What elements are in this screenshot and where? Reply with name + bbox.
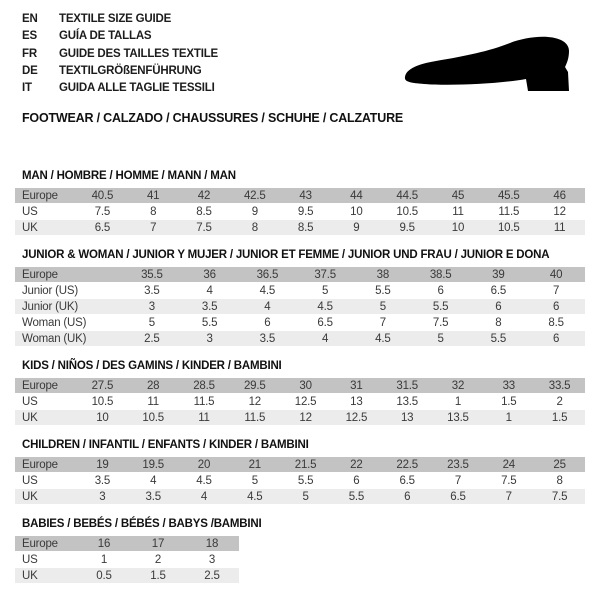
size-cell: 9.5	[280, 204, 331, 220]
row-label-cell: Europe	[15, 536, 77, 552]
row-label-cell: US	[15, 394, 77, 410]
size-cell: 13.5	[382, 394, 433, 410]
size-cell: 28.5	[179, 378, 230, 394]
size-cell: 2.5	[185, 568, 239, 584]
size-cell: 24	[483, 457, 534, 473]
size-cell: 21	[229, 457, 280, 473]
table-section-title: BABIES / BEBÉS / BÉBÉS / BABYS /BAMBINI	[22, 518, 262, 530]
size-cell: 20	[179, 457, 230, 473]
size-cell: 5.5	[280, 473, 331, 489]
size-cell: 40	[527, 267, 585, 283]
size-table	[15, 267, 585, 347]
size-cell: 9.5	[382, 220, 433, 236]
size-cell: 8	[470, 315, 528, 331]
size-cell: 6	[527, 299, 585, 315]
size-cell: 7.5	[534, 489, 585, 505]
size-cell: 43	[280, 188, 331, 204]
size-cell: 4.5	[179, 473, 230, 489]
size-cell: 6	[382, 489, 433, 505]
size-cell: 12	[280, 410, 331, 426]
size-cell: 25	[534, 457, 585, 473]
size-cell: 6.5	[382, 473, 433, 489]
size-cell: 18	[185, 536, 239, 552]
size-cell: 7	[483, 489, 534, 505]
size-cell: 3.5	[77, 473, 128, 489]
table-section-kids	[15, 360, 585, 426]
size-cell: 6	[412, 283, 470, 299]
size-cell: 2.5	[123, 331, 181, 347]
language-code: EN	[22, 13, 38, 25]
size-cell: 13	[331, 394, 382, 410]
table-section-title: CHILDREN / INFANTIL / ENFANTS / KINDER / BAMBINI	[22, 439, 309, 451]
size-cell: 10	[77, 410, 128, 426]
size-cell: 38.5	[412, 267, 470, 283]
row-label-cell: UK	[15, 489, 77, 505]
size-cell: 13.5	[433, 410, 484, 426]
size-cell: 1.5	[131, 568, 185, 584]
row-label-cell: Junior (US)	[15, 283, 123, 299]
size-cell: 11.5	[229, 410, 280, 426]
size-cell: 11	[433, 204, 484, 220]
row-label-cell: Junior (UK)	[15, 299, 123, 315]
table-section-man	[15, 170, 585, 236]
size-cell: 5.5	[354, 283, 412, 299]
size-cell: 11	[534, 220, 585, 236]
language-label: GUÍA DE TALLAS	[59, 30, 152, 43]
size-cell: 10	[331, 204, 382, 220]
size-cell: 10	[433, 220, 484, 236]
size-cell: 1	[77, 552, 131, 568]
size-cell: 5	[229, 473, 280, 489]
size-cell: 1	[433, 394, 484, 410]
table-header-row	[15, 267, 585, 283]
size-cell: 12	[534, 204, 585, 220]
category-title: FOOTWEAR / CALZADO / CHAUSSURES / SCHUHE / CALZATURE	[22, 111, 404, 125]
table-header-row	[15, 536, 239, 552]
tables-container	[15, 170, 585, 597]
size-cell: 19.5	[128, 457, 179, 473]
table-header-row	[15, 457, 585, 473]
row-label-cell: Europe	[15, 378, 77, 394]
language-row	[22, 63, 218, 80]
size-cell: 7	[527, 283, 585, 299]
row-label-cell: Europe	[15, 457, 77, 473]
size-cell: 5.5	[331, 489, 382, 505]
size-cell: 8	[229, 220, 280, 236]
size-cell: 23.5	[433, 457, 484, 473]
table-row	[15, 315, 585, 331]
size-cell: 5	[280, 489, 331, 505]
size-cell: 5	[354, 299, 412, 315]
table-row	[15, 489, 585, 505]
size-cell: 7.5	[179, 220, 230, 236]
row-label-cell: Woman (UK)	[15, 331, 123, 347]
language-row	[22, 11, 218, 28]
size-cell: 32	[433, 378, 484, 394]
size-cell: 5	[296, 283, 354, 299]
language-list	[22, 11, 218, 97]
size-cell: 4	[181, 283, 239, 299]
size-cell: 7.5	[77, 204, 128, 220]
size-cell: 3.5	[128, 489, 179, 505]
size-cell: 4	[239, 299, 297, 315]
size-cell: 4	[128, 473, 179, 489]
size-table	[15, 457, 585, 505]
size-cell: 8	[534, 473, 585, 489]
table-header-row	[15, 378, 585, 394]
size-cell: 7	[354, 315, 412, 331]
table-row	[15, 473, 585, 489]
size-cell: 10.5	[77, 394, 128, 410]
size-cell: 3.5	[181, 299, 239, 315]
table-row	[15, 394, 585, 410]
size-cell: 7	[433, 473, 484, 489]
size-cell: 40.5	[77, 188, 128, 204]
language-label: TEXTILE SIZE GUIDE	[59, 13, 172, 25]
size-cell: 11	[128, 394, 179, 410]
language-code: IT	[22, 82, 32, 95]
size-cell: 3	[77, 489, 128, 505]
size-cell: 4.5	[354, 331, 412, 347]
size-cell: 12.5	[331, 410, 382, 426]
table-row	[15, 552, 239, 568]
size-cell: 10.5	[382, 204, 433, 220]
row-label-cell: UK	[15, 410, 77, 426]
row-label-cell: US	[15, 473, 77, 489]
size-cell: 6.5	[296, 315, 354, 331]
size-cell: 11.5	[483, 204, 534, 220]
size-table	[15, 188, 585, 236]
size-cell: 6.5	[433, 489, 484, 505]
size-cell: 6.5	[470, 283, 528, 299]
size-cell: 4.5	[239, 283, 297, 299]
language-row	[22, 46, 218, 63]
language-label: GUIDE DES TAILLES TEXTILE	[59, 47, 218, 60]
table-section-title: JUNIOR & WOMAN / JUNIOR Y MUJER / JUNIOR ET FEMME / JUNIOR UND FRAU / JUNIOR E DONA	[22, 249, 550, 261]
size-cell: 46	[534, 188, 585, 204]
row-label-cell: Europe	[15, 188, 77, 204]
size-cell: 8.5	[280, 220, 331, 236]
row-label-cell: UK	[15, 568, 77, 584]
size-cell: 5	[123, 315, 181, 331]
size-cell: 6	[470, 299, 528, 315]
size-cell: 9	[229, 204, 280, 220]
language-row	[22, 28, 218, 45]
row-label-cell: Woman (US)	[15, 315, 123, 331]
size-cell: 5	[412, 331, 470, 347]
size-cell: 12	[229, 394, 280, 410]
size-cell: 35.5	[123, 267, 181, 283]
size-cell: 37.5	[296, 267, 354, 283]
size-cell: 6.5	[77, 220, 128, 236]
size-cell: 31	[331, 378, 382, 394]
size-cell: 6	[527, 331, 585, 347]
table-row	[15, 331, 585, 347]
language-code: DE	[22, 64, 38, 77]
table-section-children	[15, 439, 585, 505]
size-cell: 3.5	[123, 283, 181, 299]
size-cell: 29.5	[229, 378, 280, 394]
size-cell: 30	[280, 378, 331, 394]
size-cell: 36	[181, 267, 239, 283]
row-label-cell: Europe	[15, 267, 123, 283]
size-cell: 11.5	[179, 394, 230, 410]
size-cell: 7.5	[412, 315, 470, 331]
row-label-cell: UK	[15, 220, 77, 236]
size-cell: 45.5	[483, 188, 534, 204]
size-cell: 10.5	[128, 410, 179, 426]
size-cell: 42.5	[229, 188, 280, 204]
table-section-title: KIDS / NIÑOS / DES GAMINS / KINDER / BAMBINI	[22, 360, 282, 372]
size-cell: 16	[77, 536, 131, 552]
size-table	[15, 536, 239, 584]
size-cell: 28	[128, 378, 179, 394]
size-cell: 3	[123, 299, 181, 315]
size-cell: 4.5	[296, 299, 354, 315]
size-cell: 31.5	[382, 378, 433, 394]
size-cell: 9	[331, 220, 382, 236]
size-cell: 5.5	[412, 299, 470, 315]
size-table	[15, 378, 585, 426]
table-row	[15, 283, 585, 299]
size-cell: 22	[331, 457, 382, 473]
size-cell: 6	[331, 473, 382, 489]
size-cell: 21.5	[280, 457, 331, 473]
table-row	[15, 568, 239, 584]
size-cell: 8.5	[527, 315, 585, 331]
size-cell: 5.5	[470, 331, 528, 347]
table-row	[15, 220, 585, 236]
size-cell: 6	[239, 315, 297, 331]
size-cell: 19	[77, 457, 128, 473]
size-cell: 44.5	[382, 188, 433, 204]
language-row	[22, 80, 218, 97]
table-row	[15, 299, 585, 315]
table-header-row	[15, 188, 585, 204]
size-cell: 3	[181, 331, 239, 347]
table-row	[15, 204, 585, 220]
size-cell: 12.5	[280, 394, 331, 410]
size-cell: 38	[354, 267, 412, 283]
size-cell: 3.5	[239, 331, 297, 347]
size-cell: 4.5	[229, 489, 280, 505]
size-cell: 7.5	[483, 473, 534, 489]
size-cell: 39	[470, 267, 528, 283]
size-cell: 4	[179, 489, 230, 505]
size-cell: 33	[483, 378, 534, 394]
size-cell: 36.5	[239, 267, 297, 283]
size-cell: 1	[483, 410, 534, 426]
size-cell: 1.5	[534, 410, 585, 426]
size-cell: 4	[296, 331, 354, 347]
size-cell: 17	[131, 536, 185, 552]
size-cell: 42	[179, 188, 230, 204]
language-code: FR	[22, 47, 37, 60]
row-label-cell: US	[15, 552, 77, 568]
size-cell: 33.5	[534, 378, 585, 394]
size-cell: 5.5	[181, 315, 239, 331]
size-cell: 10.5	[483, 220, 534, 236]
size-cell: 41	[128, 188, 179, 204]
language-label: GUIDA ALLE TAGLIE TESSILI	[59, 82, 215, 95]
table-section-title: MAN / HOMBRE / HOMME / MANN / MAN	[22, 170, 236, 182]
size-cell: 13	[382, 410, 433, 426]
size-cell: 1.5	[483, 394, 534, 410]
size-cell: 8	[128, 204, 179, 220]
size-cell: 27.5	[77, 378, 128, 394]
language-label: TEXTILGRÖßENFÜHRUNG	[59, 64, 202, 77]
language-code: ES	[22, 30, 37, 43]
size-cell: 7	[128, 220, 179, 236]
table-row	[15, 410, 585, 426]
size-cell: 3	[185, 552, 239, 568]
size-cell: 0.5	[77, 568, 131, 584]
size-cell: 45	[433, 188, 484, 204]
row-label-cell: US	[15, 204, 77, 220]
size-cell: 22.5	[382, 457, 433, 473]
size-cell: 2	[534, 394, 585, 410]
table-section-babies	[15, 518, 585, 584]
size-cell: 44	[331, 188, 382, 204]
dress-shoe-icon	[398, 36, 578, 96]
size-cell: 8.5	[179, 204, 230, 220]
table-section-junior-woman	[15, 249, 585, 347]
size-cell: 11	[179, 410, 230, 426]
size-cell: 2	[131, 552, 185, 568]
